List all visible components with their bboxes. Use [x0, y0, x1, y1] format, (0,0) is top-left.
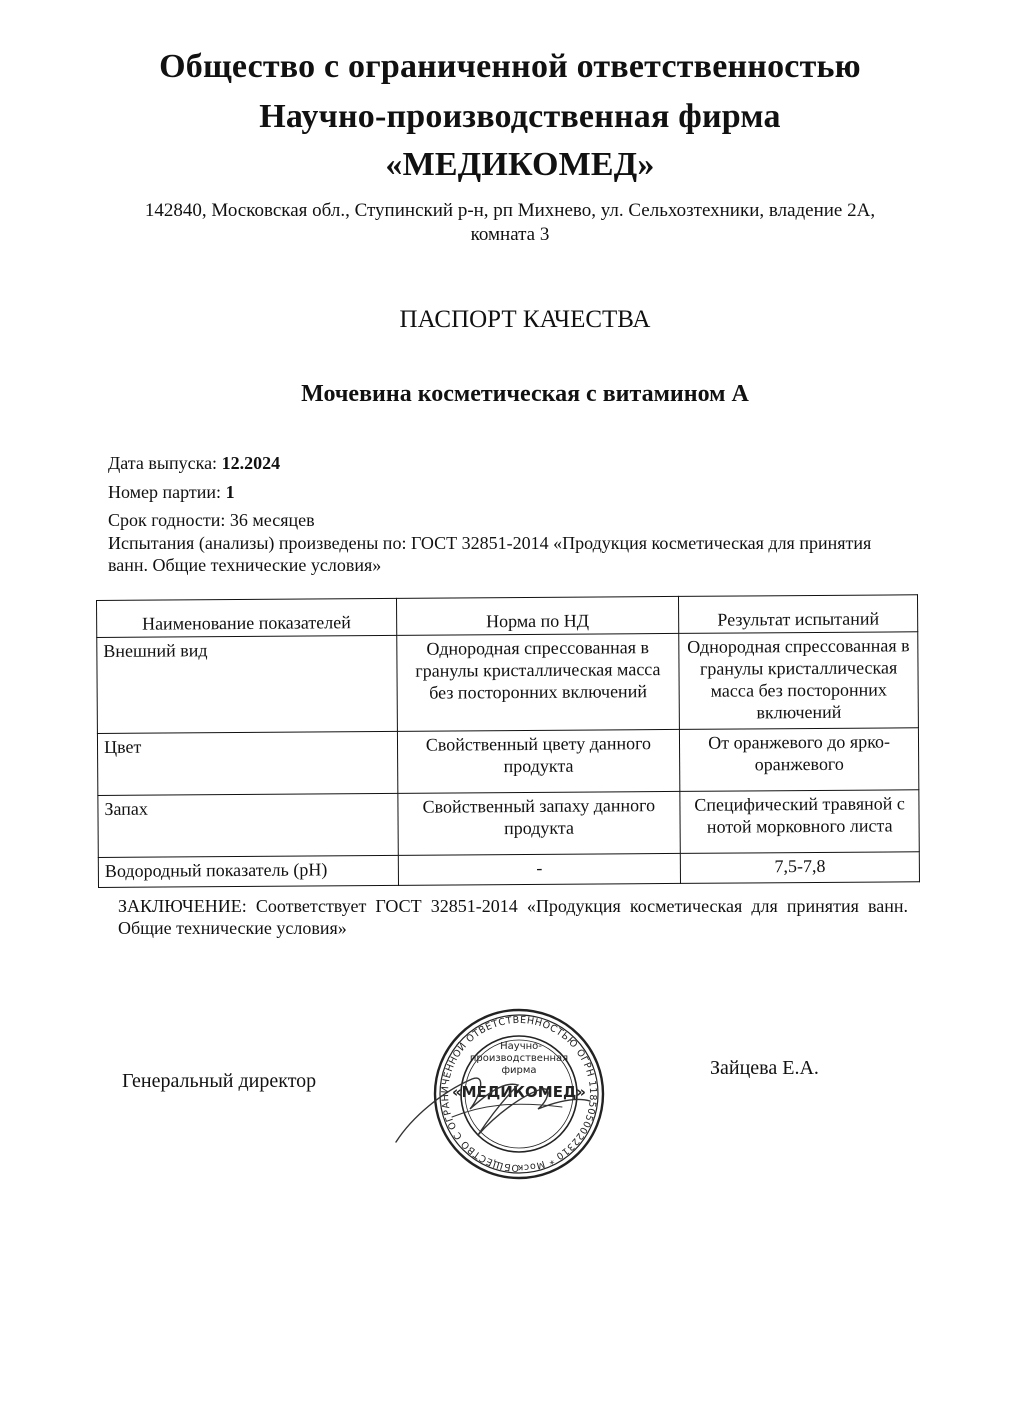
header-indicator: Наименование показателей [97, 598, 397, 637]
cell-result: Специфический травяной с нотой морковного листа [680, 790, 919, 854]
batch-number-label: Номер партии: [108, 482, 222, 502]
address-line-1: 142840, Московская обл., Ступинский р-н, рп Михнево, ул. Сельхозтехники, владение 2А, [144, 200, 876, 221]
org-subtitle: Научно-производственная фирма [259, 98, 781, 135]
org-name: «МЕДИКОМЕД» [385, 146, 655, 183]
cell-norm: Свойственный цвету данного продукта [397, 729, 680, 793]
stamp-ring-text: ОБЩЕСТВО С ОГРАНИЧЕННОЙ ОТВЕТСТВЕННОСТЬЮ ОГРН 1185050022310 * Моск [439, 1014, 599, 1174]
header-result: Результат испытаний [679, 595, 918, 634]
company-stamp [392, 997, 632, 1192]
cell-indicator: Запах [98, 793, 398, 857]
table-row [97, 632, 919, 734]
table-row [97, 728, 918, 796]
org-type: Общество с ограниченной ответственностью [159, 48, 861, 85]
cell-result: От оранжевого до ярко-оранжевого [680, 728, 919, 792]
tests-standard: Испытания (анализы) произведены по: ГОСТ 32851-2014 «Продукция косметическая для принятия ванн. Общие технические условия» [108, 533, 872, 575]
release-date [108, 452, 280, 474]
batch-number [108, 481, 235, 503]
release-date-label: Дата выпуска: [108, 453, 218, 473]
cell-indicator: Цвет [97, 731, 397, 795]
stamp-line-1: Научно- [500, 1041, 542, 1052]
signature-position: Генеральный директор [122, 1070, 317, 1092]
cell-result: Однородная спрессованная в гранулы кристаллическая масса без посторонних включений [679, 632, 918, 730]
table-row [98, 852, 919, 888]
table-row [98, 790, 919, 858]
header-norm: Норма по НД [396, 596, 679, 635]
table-header-row [97, 595, 918, 638]
cell-indicator: Водородный показатель (pH) [98, 855, 398, 887]
stamp-company-name: «МЕДИКОМЕД» [451, 1083, 587, 1101]
address-line-2: комната 3 [470, 224, 550, 245]
stamp-line-3: фирма [501, 1065, 537, 1076]
cell-norm: - [398, 853, 681, 885]
cell-norm: Однородная спрессованная в гранулы кристаллическая масса без посторонних включений [396, 633, 679, 731]
document-title: ПАСПОРТ КАЧЕСТВА [399, 306, 651, 333]
release-date-value: 12.2024 [221, 453, 281, 473]
cell-indicator: Внешний вид [97, 635, 397, 733]
conclusion: ЗАКЛЮЧЕНИЕ: Соответствует ГОСТ 32851-2014 «Продукция косметическая для принятия ванн. Общие технические условия» [118, 896, 908, 938]
signature-name: Зайцева Е.А. [710, 1057, 819, 1079]
product-name: Мочевина косметическая с витамином А [301, 381, 749, 407]
shelf-life: Срок годности: 36 месяцев [108, 510, 315, 530]
quality-table [96, 594, 920, 888]
cell-norm: Свойственный запаху данного продукта [397, 791, 680, 855]
batch-number-value: 1 [225, 482, 235, 502]
stamp-line-2: производственная [469, 1053, 569, 1064]
cell-result: 7,5-7,8 [681, 852, 920, 884]
